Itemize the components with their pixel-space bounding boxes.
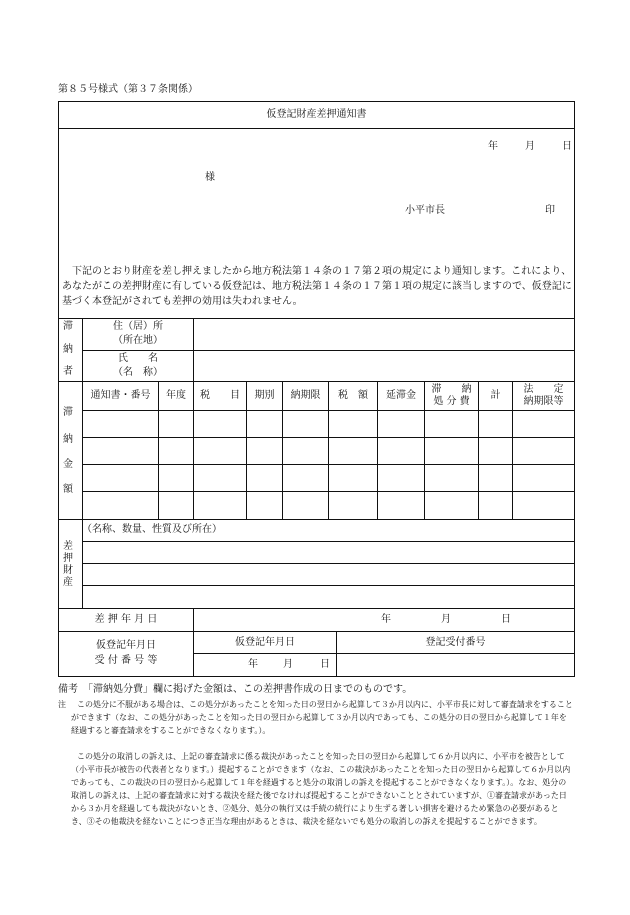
provisional-year: 年	[248, 659, 258, 670]
seal-mark: 印	[545, 205, 555, 216]
document-title: 仮登記財産差押通知書	[266, 109, 367, 120]
seizure-year: 年	[381, 614, 391, 625]
taxpayer-bottom	[58, 381, 575, 382]
address-label: 住（居）所	[113, 321, 163, 332]
provisional-month: 月	[283, 659, 293, 670]
amount-header-divider	[82, 410, 575, 411]
taxpayer-label-3: 者	[63, 366, 73, 377]
frame-bottom	[58, 676, 575, 677]
provisional-label-2: 受 付 番 号 等	[94, 655, 158, 666]
header-year: 年度	[166, 390, 186, 401]
amount-row-2	[82, 464, 575, 465]
property-label-3: 財	[63, 565, 73, 576]
amount-label-3: 金	[63, 459, 73, 470]
header-tax-amount: 税 額	[338, 390, 368, 401]
frame-top	[58, 101, 575, 102]
property-row-2	[82, 563, 575, 564]
property-label-2: 押	[63, 553, 73, 564]
header-due-date: 納期限	[290, 390, 321, 401]
name-label: 氏 名	[118, 353, 158, 364]
registration-receipt-header: 登記受付番号	[425, 637, 486, 648]
header-legal-due-2: 納期限等	[523, 396, 564, 407]
body-divider	[58, 318, 575, 319]
seizure-month: 月	[441, 614, 451, 625]
amount-label-4: 額	[63, 484, 73, 495]
property-description-label: （名称、数量、性質及び所在）	[82, 524, 222, 535]
name-sub-label: （名 称）	[113, 367, 163, 378]
provisional-day: 日	[320, 659, 330, 670]
remark-text: 備考 「滞納処分費」欄に掲げた金額は、この差押書作成の日までのものです。	[58, 684, 413, 695]
header-notice-no: 通知書・番号	[90, 390, 151, 401]
header-legal-due-1: 法 定	[523, 384, 564, 395]
header-late-fee: 延滞金	[386, 390, 416, 401]
provisional-row-divider	[193, 653, 575, 654]
amount-row-3	[82, 491, 575, 492]
title-divider	[58, 128, 575, 129]
frame-left	[58, 101, 59, 677]
provisional-label-1: 仮登記年月日	[96, 640, 156, 651]
date-day: 日	[562, 141, 572, 152]
form-number: 第８５号様式（第３７条関係）	[58, 84, 198, 95]
amount-label-2: 納	[63, 434, 73, 445]
header-period: 期別	[254, 390, 275, 401]
property-row-1	[82, 541, 575, 542]
issuer-name: 小平市長	[405, 205, 445, 216]
note-label: 注	[58, 700, 66, 709]
property-label-1: 差	[63, 541, 73, 552]
taxpayer-label-1: 滞	[63, 321, 73, 332]
property-row-3	[82, 585, 575, 586]
note-paragraph-1: この処分に不服がある場合は、この処分があったことを知った日の翌日から起算して３か月以内に、小平市長に対して審査請求をすることができます（なお、この処分があったことを知った日の翌日から起算して３か月以内であっても、この処分の日の翌日から起算して１年を経過すると審査請求をすることができなくなります。）。	[71, 700, 573, 735]
date-month: 月	[525, 141, 535, 152]
amount-bottom	[58, 519, 575, 520]
taxpayer-label-2: 納	[63, 344, 73, 355]
date-year: 年	[488, 141, 498, 152]
seizure-divider	[193, 608, 194, 632]
address-sub-label: （所在地）	[113, 335, 163, 346]
header-disposal-fee-2: 処 分 費	[433, 396, 470, 407]
seizure-day: 日	[501, 614, 511, 625]
seizure-bottom	[58, 631, 575, 632]
taxpayer-row-divider	[82, 350, 575, 351]
header-total: 計	[490, 390, 501, 401]
provisional-date-header: 仮登記年月日	[235, 637, 295, 648]
addressee-suffix: 様	[205, 172, 215, 183]
amount-row-1	[82, 437, 575, 438]
header-tax-item: 税 目	[200, 390, 240, 401]
seizure-date-label: 差 押 年 月 日	[94, 614, 158, 625]
notice-body-text: 下記のとおり財産を差し押えましたから地方税法第１４条の１７第２項の規定により通知します。これにより、あなたがこの差押財産に有している仮登記は、地方税法第１４条の１７第１項の規定に該当しますので、仮登記に基づく本登記がされても差押の効用は失われません。	[62, 266, 572, 307]
frame-right	[574, 101, 575, 677]
note-paragraph-2: この処分の取消しの訴えは、上記の審査請求に係る裁決があったことを知った日の翌日から起算して６か月以内に、小平市を被告として（小平市長が被告の代表者となります。）提起することができます（なお、この裁決があったことを知った日の翌日から起算して６か月以内であっても、この裁決の日の翌日から起算して１年を経過すると処分の取消しの訴えを提起することができなくなります。）。なお、処分の取消しの訴えは、上記の審査請求に対する裁決を経た後でなければ提起することができないこととされていますが、①審査請求があった日から３か月を経過しても裁決がないとき、②処分、処分の執行又は手続の続行により生ずる著しい損害を避けるため緊急の必要があるとき、③その他裁決を経ないことにつき正当な理由があるときは、裁決を経ないでも処分の取消しの訴えを提起することができます。	[71, 752, 571, 826]
property-label-4: 産	[63, 577, 73, 588]
property-bottom	[58, 608, 575, 609]
amount-label-1: 滞	[63, 407, 73, 418]
header-disposal-fee-1: 滞 納	[431, 384, 472, 395]
